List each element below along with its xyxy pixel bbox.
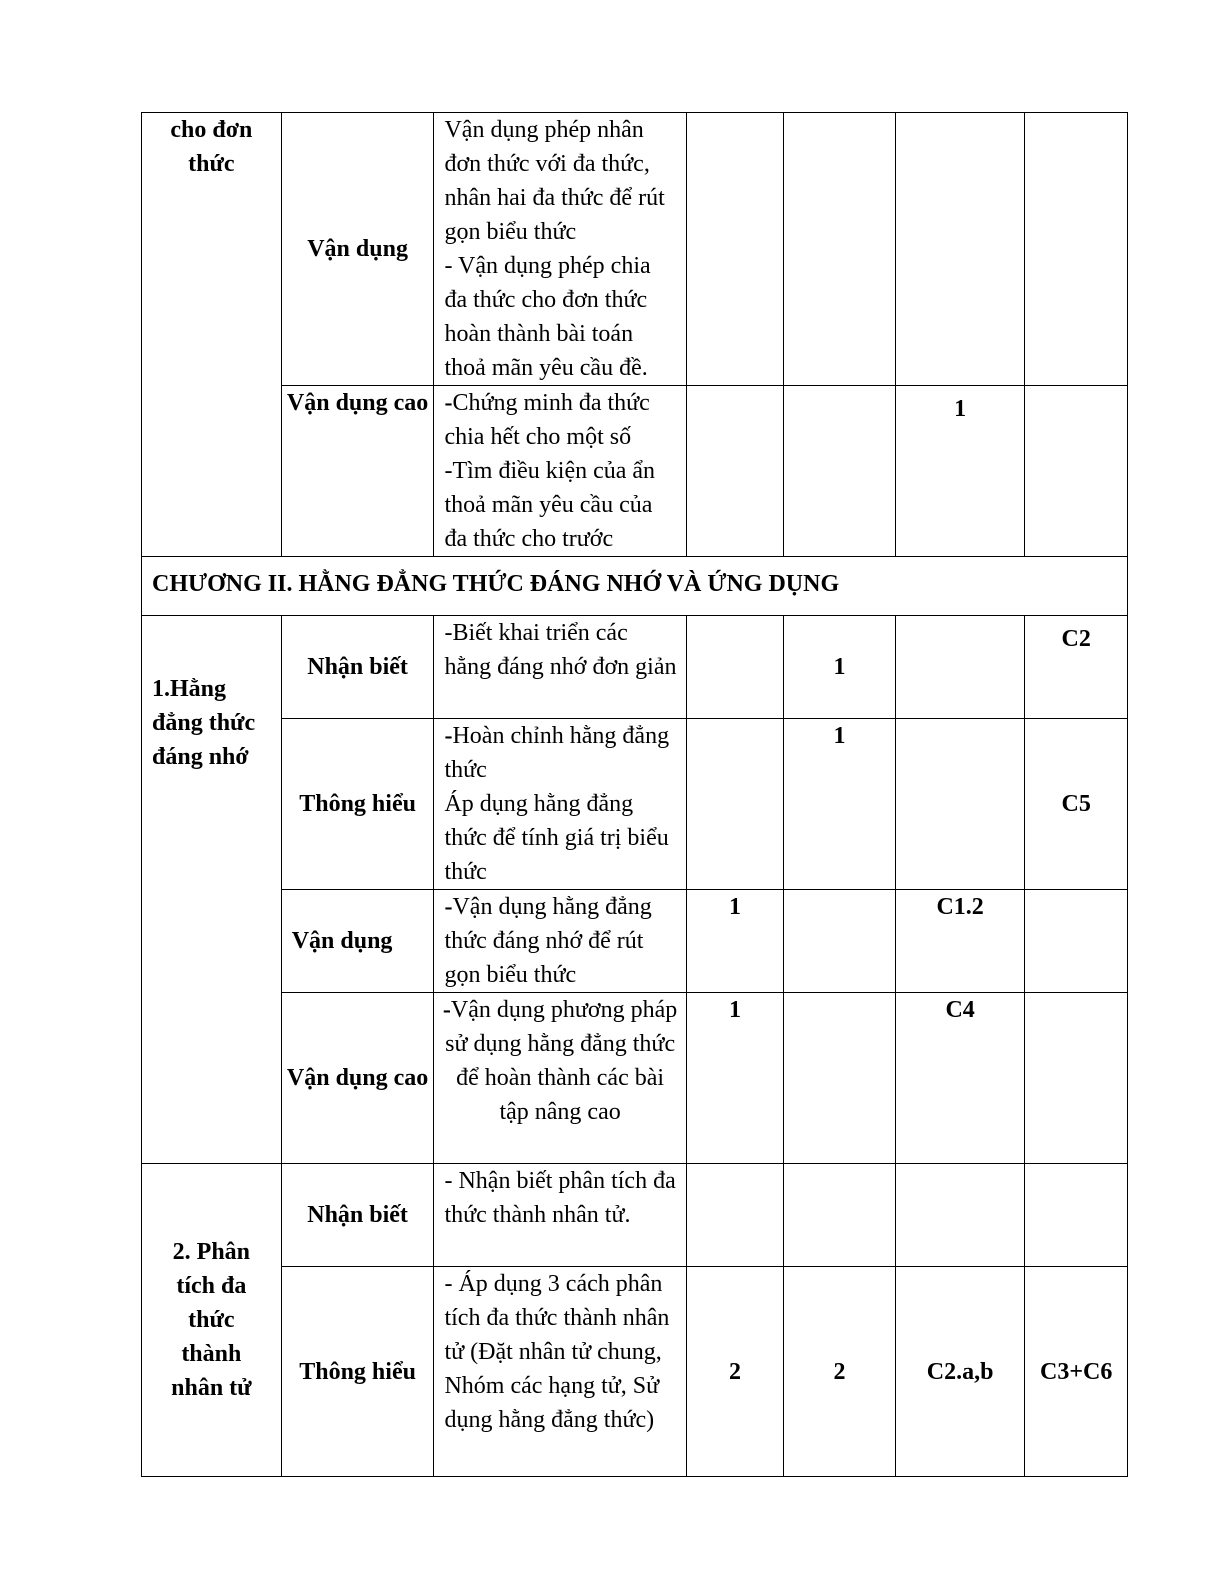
count-cell: C3+C6 [1025, 1267, 1128, 1477]
desc-cell: -Chứng minh đa thức chia hết cho một số -Tìm điều kiện của ẩn thoả mãn yêu cầu của đa thức cho trước [434, 386, 686, 557]
desc-cell: -Biết khai triển các hằng đáng nhớ đơn giản [434, 616, 686, 719]
chapter-heading: CHƯƠNG II. HẰNG ĐẲNG THỨC ĐÁNG NHỚ VÀ ỨNG DỤNG [142, 557, 1128, 616]
count-cell: C4 [895, 993, 1025, 1164]
count-cell [784, 113, 896, 386]
count-cell [686, 719, 783, 890]
level-cell: Vận dụng cao [281, 993, 434, 1164]
count-cell [1025, 386, 1128, 557]
level-cell: Thông hiểu [281, 1267, 434, 1477]
count-cell: 2 [686, 1267, 783, 1477]
count-cell: 1 [784, 616, 896, 719]
count-cell [895, 719, 1025, 890]
topic-cell: 1.Hằng đẳng thức đáng nhớ [142, 616, 282, 1164]
table-row [142, 890, 1128, 993]
table-row [142, 113, 1128, 386]
topic-cell: 2. Phân tích đa thức thành nhân tử [142, 1164, 282, 1477]
level-cell: Thông hiểu [281, 719, 434, 890]
table-row [142, 1267, 1128, 1477]
count-cell [895, 616, 1025, 719]
count-cell: C2 [1025, 616, 1128, 719]
desc-cell: - Nhận biết phân tích đa thức thành nhân tử. [434, 1164, 686, 1267]
table-row [142, 1164, 1128, 1267]
level-cell: Nhận biết [281, 616, 434, 719]
count-cell [686, 1164, 783, 1267]
matrix-table [141, 112, 1128, 1477]
count-cell [895, 113, 1025, 386]
count-cell: 2 [784, 1267, 896, 1477]
count-cell [1025, 1164, 1128, 1267]
chapter-row [142, 557, 1128, 616]
count-cell: 1 [686, 890, 783, 993]
count-cell [1025, 113, 1128, 386]
count-cell: C2.a,b [895, 1267, 1025, 1477]
level-cell: Vận dụng cao [281, 386, 434, 557]
desc-cell: -Vận dụng phương pháp sử dụng hằng đẳng thức để hoàn thành các bài tập nâng cao [434, 993, 686, 1164]
desc-cell: Vận dụng phép nhân đơn thức với đa thức, nhân hai đa thức để rút gọn biểu thức - Vận dụng phép chia đa thức cho đơn thức hoàn thành bài toán thoả mãn yêu cầu đề. [434, 113, 686, 386]
count-cell [784, 993, 896, 1164]
level-cell: Nhận biết [281, 1164, 434, 1267]
count-cell [686, 616, 783, 719]
desc-cell: -Vận dụng hằng đẳng thức đáng nhớ để rút gọn biểu thức [434, 890, 686, 993]
desc-cell: -Hoàn chỉnh hằng đẳng thức Áp dụng hằng đẳng thức để tính giá trị biểu thức [434, 719, 686, 890]
topic-cell: cho đơn thức [142, 113, 282, 557]
count-cell: 1 [784, 719, 896, 890]
count-cell: C1.2 [895, 890, 1025, 993]
count-cell: 1 [895, 386, 1025, 557]
count-cell [784, 386, 896, 557]
table-row [142, 993, 1128, 1164]
table-row [142, 719, 1128, 890]
count-cell [784, 1164, 896, 1267]
count-cell [784, 890, 896, 993]
count-cell: C5 [1025, 719, 1128, 890]
count-cell: 1 [686, 993, 783, 1164]
level-cell: Vận dụng [281, 113, 434, 386]
count-cell [1025, 993, 1128, 1164]
desc-cell: - Áp dụng 3 cách phân tích đa thức thành nhân tử (Đặt nhân tử chung, Nhóm các hạng tử, Sử dụng hằng đẳng thức) [434, 1267, 686, 1477]
count-cell [1025, 890, 1128, 993]
count-cell [686, 386, 783, 557]
count-cell [686, 113, 783, 386]
table-row [142, 616, 1128, 719]
level-cell: Vận dụng [281, 890, 434, 993]
table-row [142, 386, 1128, 557]
count-cell [895, 1164, 1025, 1267]
